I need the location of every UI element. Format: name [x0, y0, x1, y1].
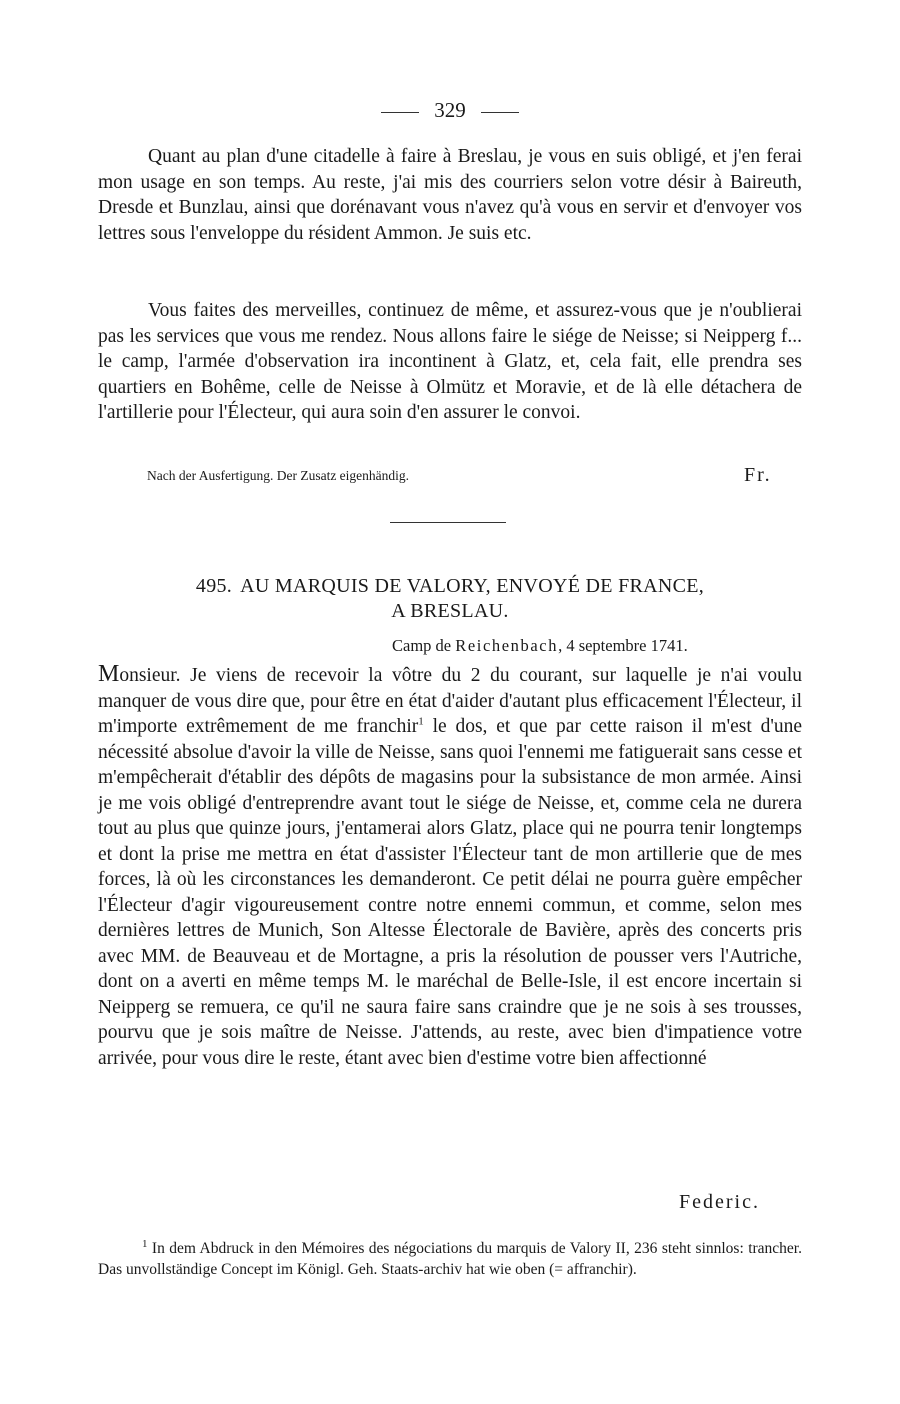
- source-note: Nach der Ausfertigung. Der Zusatz eigenhändig.: [147, 468, 410, 483]
- letter-heading-line-1: [0, 574, 900, 599]
- initials-signature: Fr.: [744, 464, 772, 486]
- paragraph-1-text: Quant au plan d'une citadelle à faire à Breslau, je vous en suis obligé, et j'en ferai mon usage en son temps. Au reste, j'ai mis des courriers selon votre désir à Baireuth, Dresde et Bunzlau, ainsi que dorénavant vous n'avez qu'à vous en servir et d'envoyer vos lettres sous l'enveloppe du résident Ammon. Je suis etc.: [98, 146, 802, 244]
- letter-body: [98, 662, 802, 1071]
- salutation-initial: M: [98, 661, 120, 687]
- letter-number: 495.: [195, 575, 233, 597]
- header-dash-right: [481, 112, 519, 113]
- section-divider: [390, 522, 506, 523]
- paragraph-1: [98, 144, 802, 246]
- date-place: Reichenbach: [455, 636, 559, 655]
- letter-signature: Federic.: [679, 1191, 760, 1213]
- salutation-rest: onsieur.: [119, 665, 181, 686]
- header-dash-left: [381, 112, 419, 113]
- letter-heading-line-2: A BRESLAU.: [391, 600, 509, 622]
- date-rest: , 4 septembre 1741.: [558, 636, 688, 655]
- page-number: 329: [434, 98, 466, 122]
- dateline: [392, 636, 688, 656]
- footnote: [98, 1238, 802, 1280]
- footnote-mark: 1: [142, 1237, 148, 1250]
- footnote-reference: 1: [418, 715, 424, 728]
- letter-heading-title: AU MARQUIS DE VALORY, ENVOYÉ DE FRANCE,: [240, 575, 705, 597]
- letter-body-part-1: Je viens de recevoir la vôtre du 2 du courant, sur laquelle je n'ai voulu manquer de vous dire que, pour être en état d'aider d'autant plus efficacement l'Électeur, il m'importe extrêmement de me franchir: [98, 665, 802, 737]
- date-prefix: Camp de: [392, 636, 452, 655]
- paragraph-2-text: Vous faites des merveilles, continuez de même, et assurez-vous que je n'oublierai pas les services que vous me rendez. Nous allons faire le siége de Neisse; si Neipperg f... le camp, l'armée d'observation ira incontinent à Glatz, et, cela fait, elle prendra ses quartiers en Bohême, celle de Neisse à Olmütz et Moravie, et de là elle détachera de l'artillerie pour l'Électeur, qui aura soin d'en assurer le convoi.: [98, 300, 802, 423]
- letter-heading: [0, 574, 900, 624]
- page-header: [0, 98, 900, 123]
- letter-body-part-2: le dos, et que par cette raison il m'est d'une nécessité absolue d'avoir la ville de Neisse, sans quoi l'ennemi me fatiguerait sans cesse et m'empêcherait d'établir des dépôts de magasins pour la subsistance de mon armée. Ainsi je me vois obligé d'entreprendre avant tout le siége de Neisse, et, comme cela ne durera tout au plus que quinze jours, j'entamerai alors Glatz, place qui ne pourra tenir longtemps et dont la prise me mettra en état d'assister l'Électeur tant de mon artillerie que de mes forces, là où les circonstances les demanderont. Ce petit délai ne pourra guère empêcher l'Électeur d'agir vigoureusement contre notre ennemi commun, et comme, selon mes dernières lettres de Munich, Son Altesse Électorale de Bavière, après des concerts pris avec MM. de Beauveau et de Mortagne, a pris la résolution de pousser vers l'Autriche, dont on a averti en même temps M. le maréchal de Belle-Isle, il est encore incertain si Neipperg se remuera, ce qu'il ne saura faire sans craindre que je ne sois à ses trousses, pourvu que je sois maître de Neisse. J'attends, au reste, avec bien d'impatience votre arrivée, pour vous dire le reste, étant avec bien d'estime votre bien affectionné: [98, 716, 802, 1069]
- footnote-text: In dem Abdruck in den Mémoires des négociations du marquis de Valory II, 236 steht sinnlos: trancher. Das unvollständige Concept im Königl. Geh. Staats-archiv hat wie oben (= affranchir).: [98, 1240, 802, 1278]
- paragraph-2: [98, 298, 802, 426]
